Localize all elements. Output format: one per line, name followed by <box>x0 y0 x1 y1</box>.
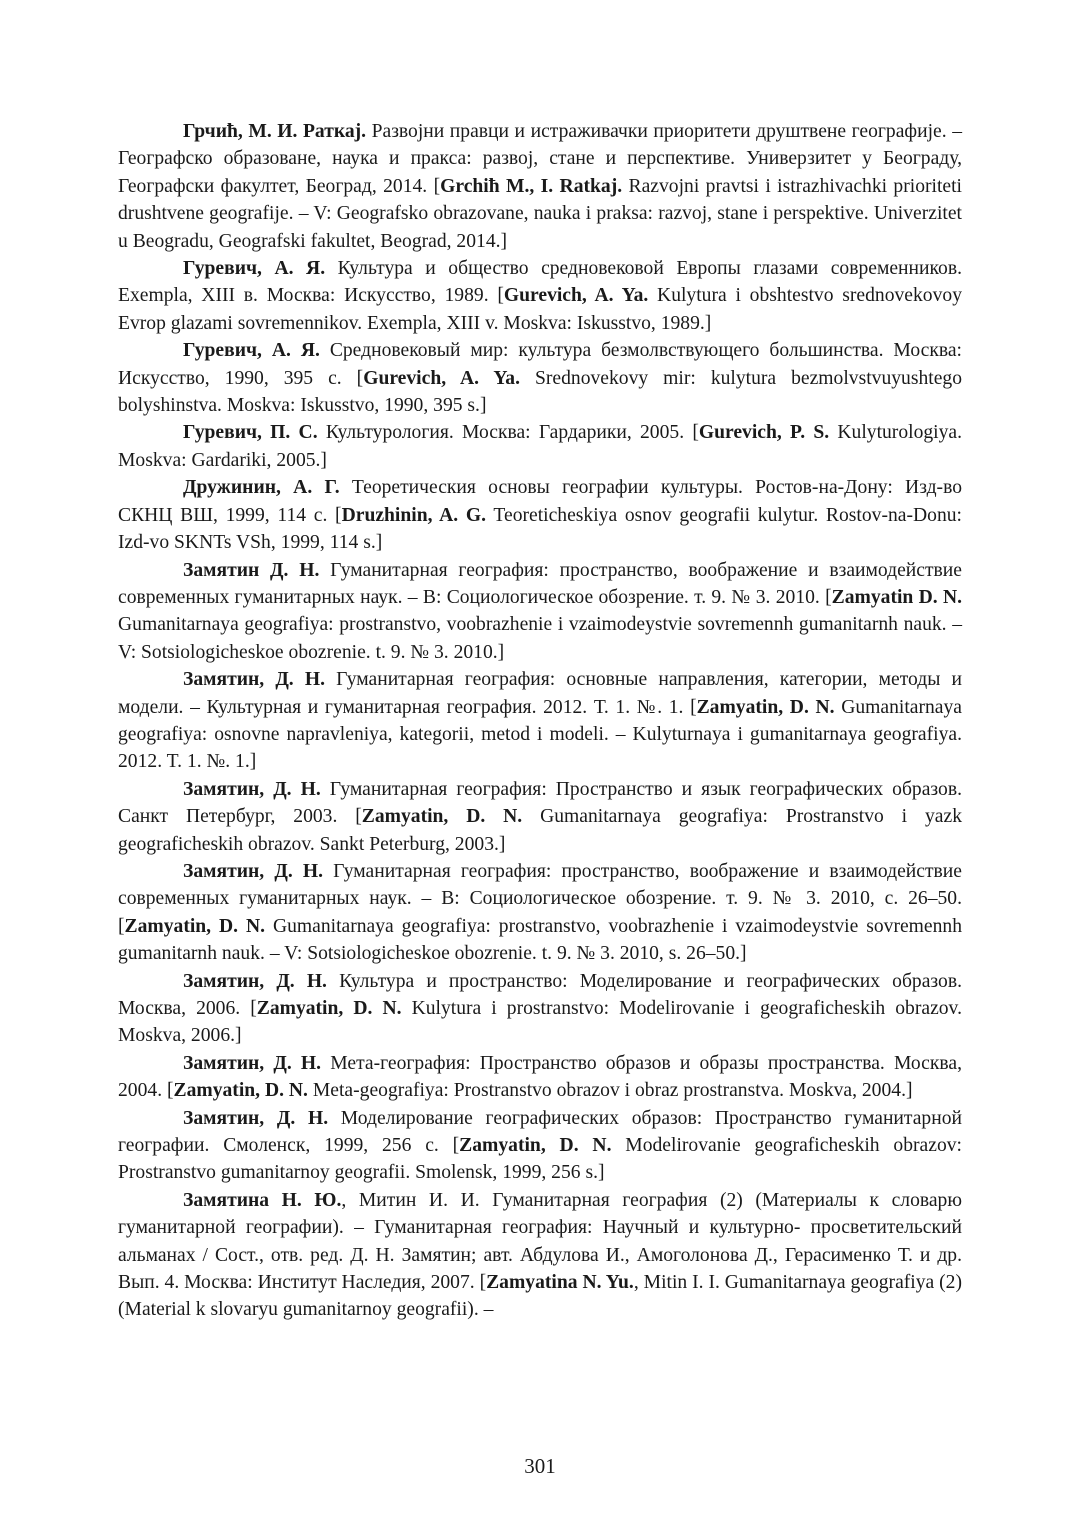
author-name-latin: Zamyatin, D. N. <box>124 915 266 937</box>
author-name: Гуревич, П. С. <box>183 422 318 444</box>
reference-text: Культура и пространство: Моделирование и географических образов. Москва, 2006. [ <box>118 970 962 1019</box>
reference-text-latin: Modelirovanie geograficheskih obrazov: Prostranstvo gumanitarnoy geografii. Smolensk, 1999, 256 s.] <box>118 1135 962 1184</box>
author-name: Замятин, Д. Н. <box>183 860 324 882</box>
reference-text: Гуманитарная география: основные направления, категории, методы и модели. – Культурная и гуманитарная география. 2012. Т. 1. №. 1. [ <box>118 669 962 718</box>
reference-entry <box>118 858 962 968</box>
author-name-latin: Zamyatina N. Yu. <box>486 1272 634 1294</box>
reference-text-latin: , Mitin I. I. Gumanitarnaya geografiya (2) (Material k slovaryu gumanitarnoy geografii). – <box>118 1272 962 1321</box>
reference-entry <box>118 557 962 667</box>
author-name-latin: Zamyatin D. N. <box>831 586 962 608</box>
reference-text: Гуманитарная география: пространство, воображение и взаимодействие современных гуманитарных наук. – В: Социологическое обозрение. т. 9. № 3. 2010. [ <box>118 559 962 608</box>
reference-entry <box>118 118 962 255</box>
reference-entry <box>118 1187 962 1324</box>
author-name: Дружинин, А. Г. <box>183 477 340 499</box>
reference-entry <box>118 337 962 419</box>
reference-text: Развојни правци и истраживачки приоритети друштвене географије. – Географско образоване, наука и пракса: развој, стане и перспективе. Универзитет у Београду, Географски факултет, Београд, 2014. [ <box>118 121 962 197</box>
reference-text-latin: Teoreticheskiya osnov geografii kulytur. Rostov-na-Donu: Izd-vo SKNTs VSh, 1999, 114 s.] <box>118 504 962 554</box>
reference-entry <box>118 666 962 776</box>
author-name-latin: Zamyatin, D. N. <box>173 1080 308 1102</box>
author-name: Замятин, Д. Н. <box>183 970 327 992</box>
reference-text-latin: Gumanitarnaya geografiya: prostranstvo, voobrazhenie i vzaimodeystvie sovremennh gumanitarnh nauk. – V: Sotsiologicheskoe obozrenie. t. 9. № 3. 2010, s. 26–50.] <box>118 915 962 965</box>
reference-entry <box>118 776 962 858</box>
author-name-latin: Grchiћ M., I. Ratkaj. <box>440 175 623 197</box>
author-name: Замятин, Д. Н. <box>183 669 325 691</box>
reference-text: Гуманитарная география: пространство, воображение и взаимодействие современных гуманитарных наук. – В: Социологическое обозрение. т. 9. № 3. 2010, с. 26–50. [ <box>118 860 962 937</box>
reference-text-latin: Kulytura i obshtestvo srednovekovoy Evrop glazami sovremennikov. Exempla, XIII v. Moskva: Iskusstvo, 1989.] <box>118 285 962 334</box>
reference-list <box>118 118 962 1324</box>
reference-text-latin: Gumanitarnaya geografiya: Prostranstvo i yazk geograficheskih obrazov. Sankt Peterburg, 2003.] <box>118 806 962 855</box>
author-name: Гуревич, А. Я. <box>183 340 320 362</box>
reference-text-latin: Gumanitarnaya geografiya: prostranstvo, voobrazhenie i vzaimodeystvie sovremennh gumanitarnh nauk. – V: Sotsiologicheskoe obozrenie. t. 9. № 3. 2010.] <box>118 614 962 663</box>
author-name-latin: Gurevich, P. S. <box>698 422 830 444</box>
author-name-latin: Druzhinin, A. G. <box>341 504 487 526</box>
reference-entry <box>118 1050 962 1105</box>
reference-text: Средновековый мир: культура безмолвствующего большинства. Москва: Искусство, 1990, 395 с. [ <box>118 340 962 389</box>
reference-text: Культура и общество средновековой Европы глазами современников. Exempla, XIII в. Москва: Искусство, 1989. [ <box>118 258 962 307</box>
reference-text-latin: Razvojni pravtsi i istrazhivachki prioriteti drushtvene geografije. – V: Geografsko obrazovane, nauka i praksa: razvoj, stane i perspektive. Univerzitet u Beogradu, Geografski fakultet, Beograd, 2014.] <box>118 175 962 252</box>
reference-text: Культурология. Москва: Гардарики, 2005. [ <box>317 422 699 444</box>
reference-text-latin: Srednovekovy mir: kulytura bezmolvstvuyushtego bolyshinstva. Moskva: Iskusstvo, 1990, 395 s.] <box>118 367 962 417</box>
reference-entry <box>118 474 962 556</box>
author-name: Замятин Д. Н. <box>183 559 320 581</box>
reference-entry <box>118 419 962 474</box>
author-name-latin: Gurevich, A. Ya. <box>363 367 521 389</box>
author-name: Грчић, М. И. Раткај. <box>183 121 367 142</box>
author-name: Замятин, Д. Н. <box>183 778 321 800</box>
author-name-latin: Zamyatin, D. N. <box>256 998 402 1019</box>
reference-text: , Митин И. И. Гуманитарная география (2) (Материалы к словарю гуманитарной географии). – Гуманитарная география: Научный и культурно- просветительский альманах / Сост., отв. ред. Д. Н. Замятин; авт. Абдулова И., Амоголонова Д., Герасименко Т. и др. Вып. 4. Москва: Институт Наследия, 2007. [ <box>118 1189 962 1294</box>
author-name-latin: Zamyatin, D. N. <box>696 696 835 718</box>
reference-text: Гуманитарная география: Пространство и язык географических образов. Санкт Петербург, 2003. [ <box>118 778 962 828</box>
reference-text: Моделирование географических образов: Пространство гуманитарной географии. Смоленск, 1999, 256 с. [ <box>118 1107 962 1157</box>
reference-text-latin: Kulyturologiya. Moskva: Gardariki, 2005.] <box>118 422 963 471</box>
reference-entry <box>118 1105 962 1187</box>
author-name-latin: Zamyatin, D. N. <box>361 806 523 828</box>
reference-text: Теоретическия основы географии культуры. Ростов-на-Дону: Изд-во СКНЦ ВШ, 1999, 114 с. [ <box>118 477 962 526</box>
reference-text-latin: Meta-geografiya: Prostranstvo obrazov i obraz prostranstva. Moskva, 2004.] <box>307 1080 913 1102</box>
author-name-latin: Gurevich, A. Ya. <box>503 285 649 307</box>
author-name: Замятина Н. Ю. <box>183 1189 342 1211</box>
author-name: Замятин, Д. Н. <box>183 1107 329 1129</box>
page-number: 301 <box>524 1454 556 1478</box>
reference-text-latin: Kulytura i prostranstvo: Modelirovanie i geograficheskih obrazov. Moskva, 2006.] <box>118 998 962 1047</box>
reference-entry <box>118 255 962 337</box>
author-name: Гуревич, А. Я. <box>183 258 326 280</box>
reference-entry <box>118 968 962 1050</box>
reference-text: Мета-география: Пространство образов и образы пространства. Москва, 2004. [ <box>118 1052 962 1102</box>
reference-text-latin: Gumanitarnaya geografiya: osnovne napravleniya, kategorii, metod i modeli. – Kulyturnaya i gumanitarnaya geografiya. 2012. T. 1. №. 1.] <box>118 696 962 773</box>
author-name: Замятин, Д. Н. <box>183 1052 322 1074</box>
author-name-latin: Zamyatin, D. N. <box>459 1135 612 1157</box>
